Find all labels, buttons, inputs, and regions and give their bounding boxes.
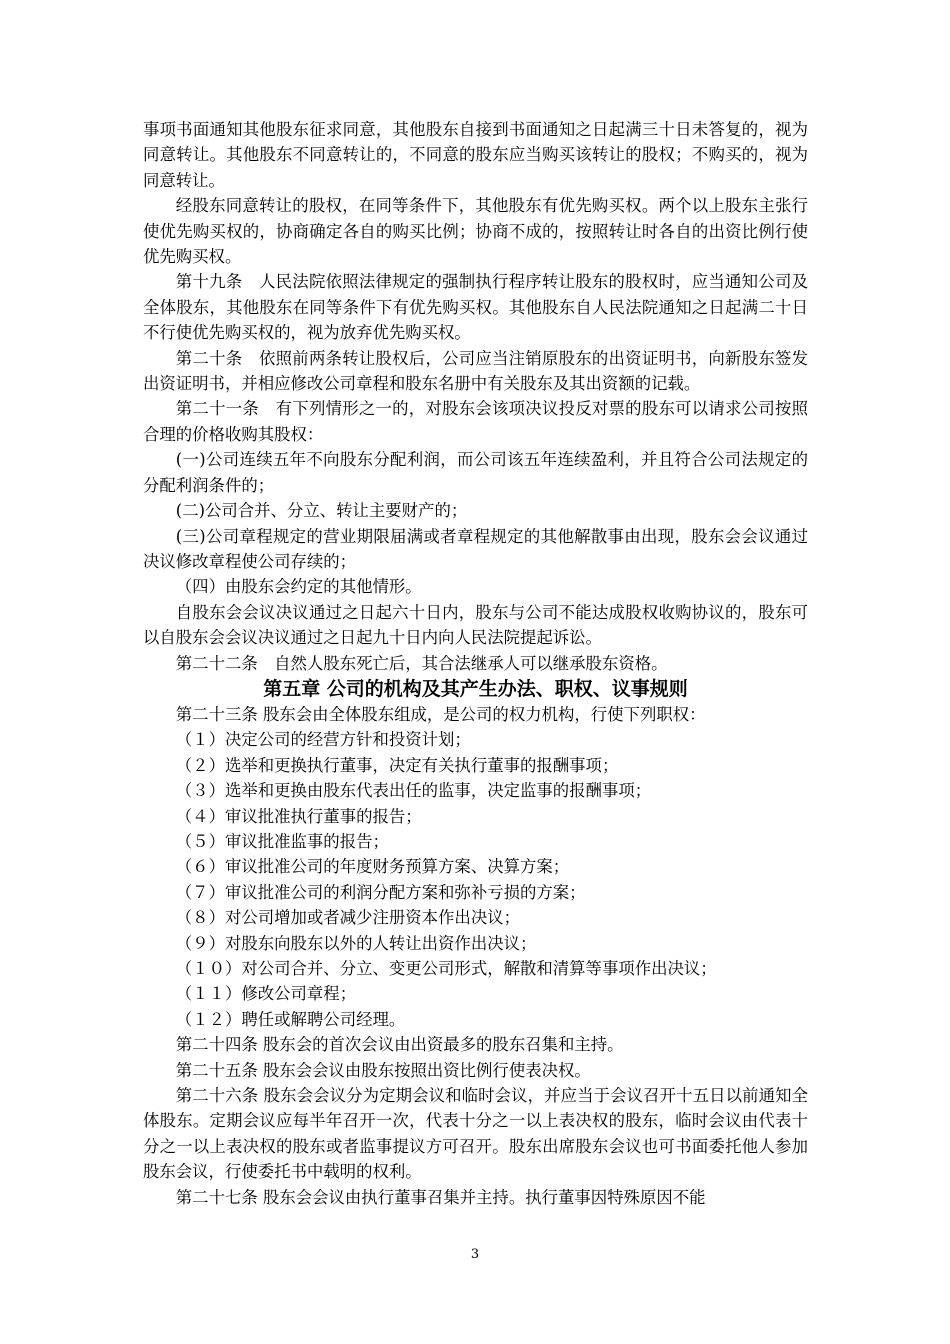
article-21-item-1: (一)公司连续五年不向股东分配利润，而公司该五年连续盈利，并且符合公司法规定的分配利润条件的； <box>143 450 808 495</box>
article-19: 第十九条 人民法院依照法律规定的强制执行程序转让股东的股权时，应当通知公司及全体股东，其他股东在同等条件下有优先购买权。其他股东自人民法院通知之日起满二十日不行使优先购买权的，视为放弃优先购买权。 <box>143 272 808 343</box>
article-23-item-12: （１２）聘任或解聘公司经理。 <box>175 1009 406 1029</box>
article-23: 第二十三条 股东会由全体股东组成，是公司的权力机构，行使下列职权： <box>175 704 706 724</box>
article-23-item-6: （６）审议批准公司的年度财务预算方案、决算方案； <box>175 857 570 877</box>
article-23-item-8: （８）对公司增加或者减少注册资本作出决议； <box>175 908 520 928</box>
paragraph-transfer-notice-continued: 事项书面通知其他股东征求同意，其他股东自接到书面通知之日起满三十日未答复的，视为同意转让。其他股东不同意转让的，不同意的股东应当购买该转让的股权；不购买的，视为同意转让。 <box>143 120 808 190</box>
document-body <box>143 117 808 1210</box>
article-21: 第二十一条 有下列情形之一的，对股东会该项决议投反对票的股东可以请求公司按照合理的价格收购其股权： <box>143 399 808 444</box>
article-23-item-9: （９）对股东向股东以外的人转让出资作出决议； <box>175 933 537 953</box>
article-21-item-3: (三)公司章程规定的营业期限届满或者章程规定的其他解散事由出现，股东会会议通过决议修改章程使公司存续的； <box>143 526 808 571</box>
article-27: 第二十七条 股东会会议由执行董事召集并主持。执行董事因特殊原因不能 <box>175 1187 706 1207</box>
article-20: 第二十条 依照前两条转让股权后，公司应当注销原股东的出资证明书，向新股东签发出资证明书，并相应修改公司章程和股东名册中有关股东及其出资额的记载。 <box>143 348 808 394</box>
page-number: 3 <box>470 1247 480 1262</box>
paragraph-preemptive-right: 经股东同意转让的股权，在同等条件下，其他股东有优先购买权。两个以上股东主张行使优先购买权的，协商确定各自的购买比例；协商不成的，按照转让时各自的出资比例行使优先购买权。 <box>143 196 808 267</box>
article-26: 第二十六条 股东会会议分为定期会议和临时会议，并应当于会议召开十五日以前通知全体股东。定期会议应每半年召开一次，代表十分之一以上表决权的股东，临时会议由代表十分之一以上表决权的股东或者监事提议方可召开。股东出席股东会议也可书面委托他人参加股东会议，行使委托书中载明的权利。 <box>143 1086 808 1182</box>
article-23-item-4: （４）审议批准执行董事的报告； <box>175 806 422 826</box>
article-21-item-2: (二)公司合并、分立、转让主要财产的； <box>175 501 468 521</box>
article-25: 第二十五条 股东会会议由股东按照出资比例行使表决权。 <box>175 1060 591 1080</box>
article-23-item-5: （５）审议批准监事的报告； <box>175 831 389 851</box>
article-23-item-10: （１０）对公司合并、分立、变更公司形式，解散和清算等事项作出决议； <box>175 959 717 978</box>
chapter-title: 第五章 公司的机构及其产生办法、职权、议事规则 <box>263 677 688 700</box>
article-22: 第二十二条 自然人股东死亡后，其合法继承人可以继承股东资格。 <box>175 653 668 673</box>
article-21-litigation: 自股东会会议决议通过之日起六十日内，股东与公司不能达成股权收购协议的，股东可以自股东会会议决议通过之日起九十日内向人民法院提起诉讼。 <box>143 602 808 648</box>
article-21-item-4: （四）由股东会约定的其他情形。 <box>175 577 422 597</box>
article-23-item-7: （７）审议批准公司的利润分配方案和弥补亏损的方案； <box>175 882 586 902</box>
article-23-item-11: （１１）修改公司章程； <box>175 984 357 1004</box>
article-23-item-2: （２）选举和更换执行董事，决定有关执行董事的报酬事项； <box>175 755 619 775</box>
article-23-item-1: （１）决定公司的经营方针和投资计划； <box>175 730 471 750</box>
article-23-item-3: （３）选举和更换由股东代表出任的监事，决定监事的报酬事项； <box>175 781 652 801</box>
article-24: 第二十四条 股东会的首次会议由出资最多的股东召集和主持。 <box>175 1035 624 1055</box>
